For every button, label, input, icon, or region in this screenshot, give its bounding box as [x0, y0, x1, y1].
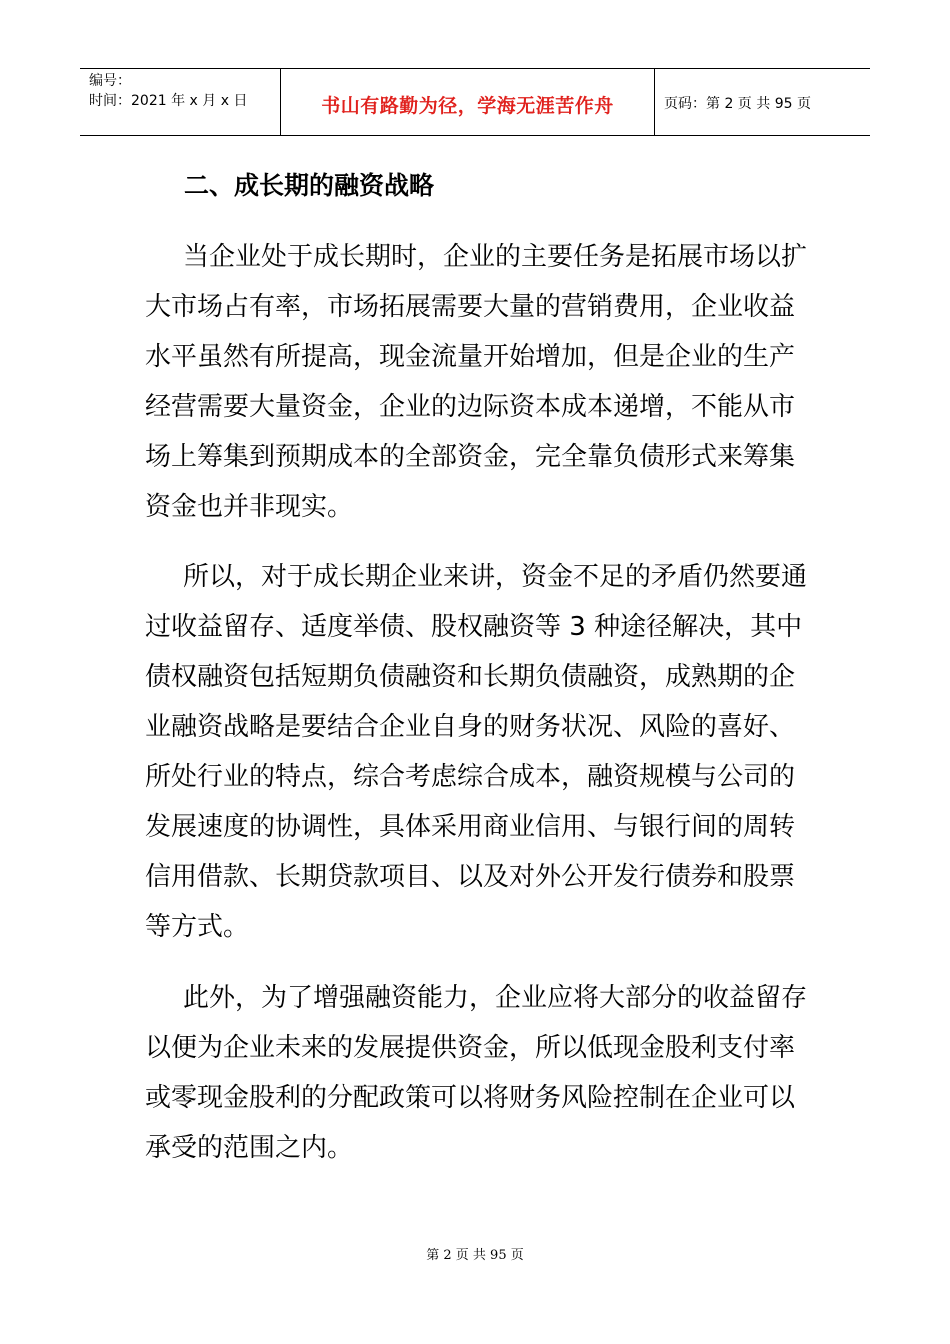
header-meta-cell [80, 69, 281, 135]
body-paragraph: 此外，为了增强融资能力，企业应将大部分的收益留存以便为企业未来的发展提供资金，所以低现金股利支付率或零现金股利的分配政策可以将财务风险控制在企业可以承受的范围之内。 [145, 983, 808, 1163]
body-paragraph: 当企业处于成长期时，企业的主要任务是拓展市场以扩大市场占有率，市场拓展需要大量的营销费用，企业收益水平虽然有所提高，现金流量开始增加，但是企业的生产经营需要大量资金，企业的边际资本成本递增，不能从市场上筹集到预期成本的全部资金，完全靠负债形式来筹集资金也并非现实。 [145, 242, 808, 522]
section-title: 二、成长期的融资战略 [184, 171, 435, 200]
document-number-label: 编号： [89, 73, 131, 89]
page-header [80, 68, 870, 136]
body-paragraph: 所以，对于成长期企业来讲，资金不足的矛盾仍然要通过收益留存、适度举债、股权融资等 3 种途径解决，其中债权融资包括短期负债融资和长期负债融资，成熟期的企业融资战略是要结合企业自身的财务状况、风险的喜好、所处行业的特点，综合考虑综合成本，融资规模与公司的发展速度的协调性，具体采用商业信用、与银行间的周转信用借款、长期贷款项目、以及对外公开发行债券和股票等方式。 [145, 562, 808, 942]
document-date-label: 时间：2021 年 x 月 x 日 [89, 93, 248, 109]
header-motto: 书山有路勤为径，学海无涯苦作舟 [321, 94, 614, 117]
page-footer: 第 2 页 共 95 页 [426, 1248, 524, 1263]
header-motto-cell [281, 69, 655, 135]
header-page-info-cell [655, 69, 870, 135]
header-page-info: 页码：第 2 页 共 95 页 [664, 96, 811, 112]
